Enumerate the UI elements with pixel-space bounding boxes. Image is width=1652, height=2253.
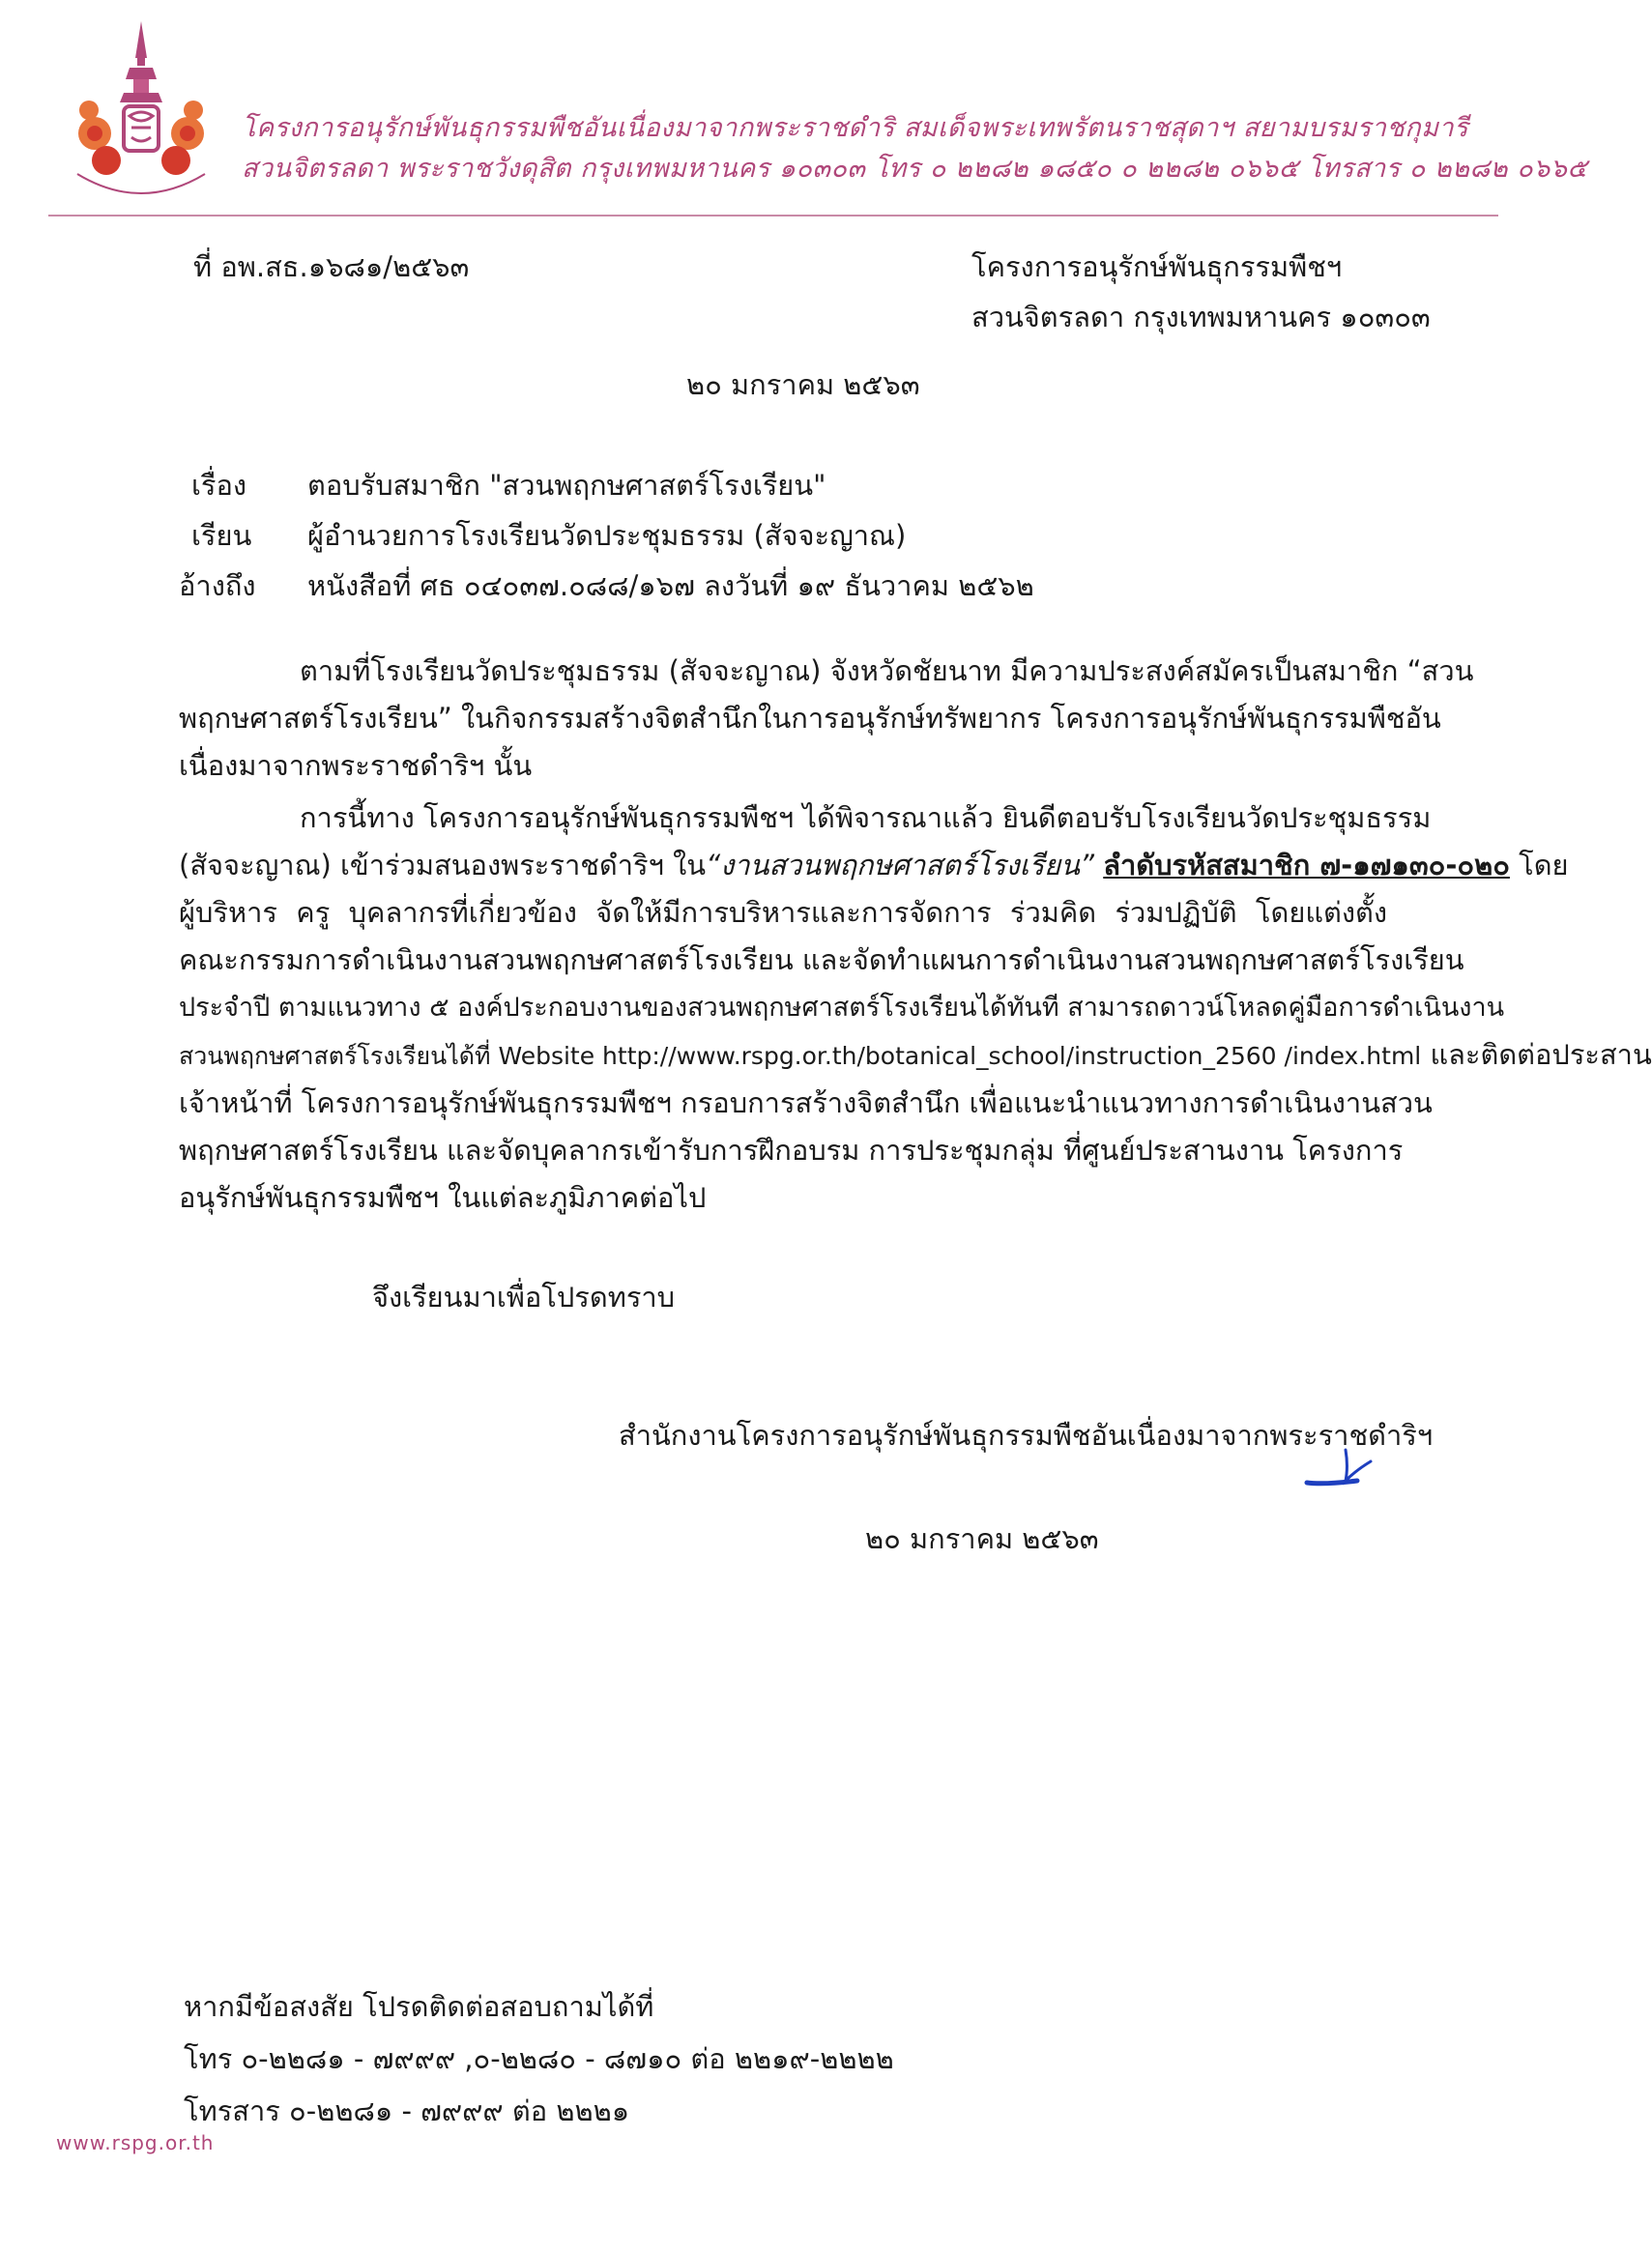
paragraph-2-line [179,842,1569,889]
handwritten-signature [1303,1429,1380,1496]
paragraph-2-text: (สัจจะญาณ) เข้าร่วมสนองพระราชดำริฯ ใน [179,849,707,881]
member-code: ลำดับรหัสสมาชิก ๗-๑๗๑๓๐-๐๒๐ [1103,849,1510,881]
paragraph-2-line: คณะกรรมการดำเนินงานสวนพฤกษศาสตร์โรงเรียน และจัดทำแผนการดำเนินงานสวนพฤกษศาสตร์โรงเรียน [179,943,1464,976]
paragraph-2-line: พฤกษศาสตร์โรงเรียน และจัดบุคลากรเข้ารับการฝึกอบรม การประชุมกลุ่ม ที่ศูนย์ประสานงาน โครงการ [179,1134,1404,1167]
subject-label: เรื่อง [191,469,247,502]
rspg-logo [70,19,213,203]
paragraph-2-text: และติดต่อประสาน [1421,1038,1652,1071]
letterhead-divider [48,215,1498,217]
contact-fax: โทรสาร ๐-๒๒๘๑ - ๗๙๙๙ ต่อ ๒๒๒๑ [184,2094,630,2127]
subject-text: ตอบรับสมาชิก "สวนพฤกษศาสตร์โรงเรียน" [307,469,826,502]
paragraph-1-line: ตามที่โรงเรียนวัดประชุมธรรม (สัจจะญาณ) จังหวัดชัยนาท มีความประสงค์สมัครเป็นสมาชิก “สวน [300,654,1474,687]
sender-org-name: โครงการอนุรักษ์พันธุกรรมพืชฯ [971,250,1343,283]
manual-download-link[interactable]: สวนพฤกษศาสตร์โรงเรียนได้ที่ Website http://www.rspg.or.th/botanical_school/instruction_2560 /index.html [179,1042,1422,1070]
paragraph-2 [179,794,1652,1222]
sender-org-address: สวนจิตรลดา กรุงเทพมหานคร ๑๐๓๐๓ [971,301,1431,333]
paragraph-2-line [179,1031,1652,1080]
letterhead-line-1: โครงการอนุรักษ์พันธุกรรมพืชอันเนื่องมาจากพระราชดำริ สมเด็จพระเทพรัตนราชสุดาฯ สยามบรมราชกุมารี [242,113,1469,143]
paragraph-2-text: โดย [1509,849,1569,881]
paragraph-2-line: อนุรักษ์พันธุกรรมพืชฯ ในแต่ละภูมิภาคต่อไป [179,1181,707,1214]
paragraph-2-line: ประจำปี ตามแนวทาง ๕ องค์ประกอบงานของสวนพฤกษศาสตร์โรงเรียนได้ทันที สามารถดาวน์โหลดคู่มือการดำเนินงาน [179,993,1505,1023]
paragraph-1-line: พฤกษศาสตร์โรงเรียน” ในกิจกรรมสร้างจิตสำนึกในการอนุรักษ์ทรัพยากร โครงการอนุรักษ์พันธุกรรมพืชอัน [179,702,1441,735]
letter-date: ๒๐ มกราคม ๒๕๖๓ [686,368,920,401]
reference-label: อ้างถึง [179,569,256,602]
closing-text: จึงเรียนมาเพื่อโปรดทราบ [372,1281,676,1314]
paragraph-2-line: ผู้บริหาร ครู บุคลากรที่เกี่ยวข้อง จัดให้มีการบริหารและการจัดการ ร่วมคิด ร่วมปฏิบัติ โดยแต่งตั้ง [179,896,1387,929]
footer-website[interactable]: www.rspg.or.th [56,2131,215,2154]
paragraph-2-line: เจ้าหน้าที่ โครงการอนุรักษ์พันธุกรรมพืชฯ กรอบการสร้างจิตสำนึก เพื่อแนะนำแนวทางการดำเนินงานสวน [179,1086,1433,1119]
recipient-label: เรียน [191,519,252,552]
paragraph-1 [179,648,1474,790]
reference-number: ที่ อพ.สธ.๑๖๘๑/๒๕๖๓ [193,250,470,283]
program-name-italic: “งานสวนพฤกษศาสตร์โรงเรียน” [706,849,1095,881]
letterhead-line-2: สวนจิตรลดา พระราชวังดุสิต กรุงเทพมหานคร ๑๐๓๐๓ โทร ๐ ๒๒๘๒ ๑๘๕๐ ๐ ๒๒๘๒ ๐๖๖๕ โทรสาร ๐ ๒๒๘๒ ๐๖๖๕ [242,154,1588,184]
contact-phone: โทร ๐-๒๒๘๑ - ๗๙๙๙ ,๐-๒๒๘๐ - ๘๗๑๐ ต่อ ๒๒๑๙-๒๒๒๒ [184,2042,894,2075]
paragraph-2-line: การนี้ทาง โครงการอนุรักษ์พันธุกรรมพืชฯ ได้พิจารณาแล้ว ยินดีตอบรับโรงเรียนวัดประชุมธรรม [300,801,1432,834]
recipient-text: ผู้อำนวยการโรงเรียนวัดประชุมธรรม (สัจจะญาณ) [307,519,907,552]
contact-intro: หากมีข้อสงสัย โปรดติดต่อสอบถามได้ที่ [184,1990,654,2023]
signature-date: ๒๐ มกราคม ๒๕๖๓ [865,1522,1099,1555]
signing-office: สำนักงานโครงการอนุรักษ์พันธุกรรมพืชอันเนื่องมาจากพระราชดำริฯ [619,1419,1434,1452]
reference-text: หนังสือที่ ศธ ๐๔๐๓๗.๐๘๘/๑๖๗ ลงวันที่ ๑๙ ธันวาคม ๒๕๖๒ [307,569,1034,602]
paragraph-1-line: เนื่องมาจากพระราชดำริฯ นั้น [179,749,533,782]
